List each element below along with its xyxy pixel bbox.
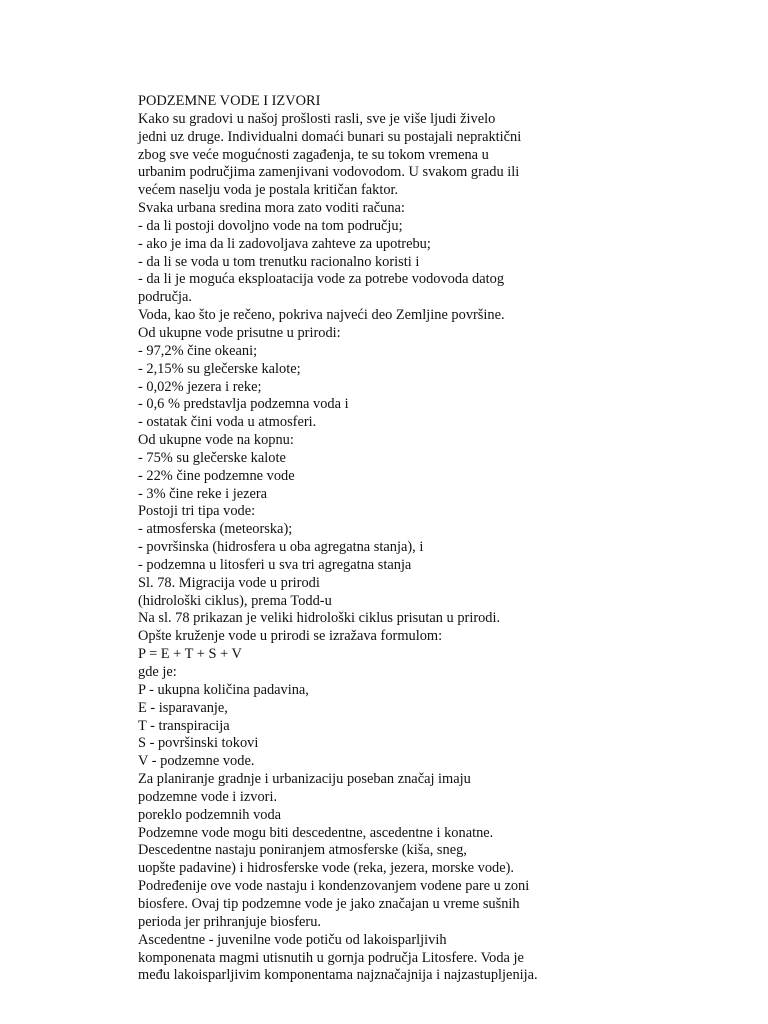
document-title: PODZEMNE VODE I IZVORI [138, 93, 321, 109]
text-line: Voda, kao što je rečeno, pokriva najveći deo Zemljine površine. [138, 307, 505, 324]
text-line: Na sl. 78 prikazan je veliki hidrološki ciklus prisutan u prirodi. [138, 610, 501, 627]
text-line: Svaka urbana sredina mora zato voditi računa: [138, 200, 405, 217]
text-line: podzemne vode i izvori. [138, 788, 278, 805]
text-line: Podzemne vode mogu biti descedentne, ascedentne i konatne. [138, 824, 494, 841]
list-item: - 22% čine podzemne vode [138, 467, 295, 484]
list-item: - podzemna u litosferi u sva tri agregatna stanja [138, 556, 412, 573]
text-line: Za planiranje gradnje i urbanizaciju poseban značaj imaju [138, 771, 471, 788]
list-item: - atmosferska (meteorska); [138, 521, 293, 538]
text-line: Od ukupne vode prisutne u prirodi: [138, 324, 341, 341]
formula: P = E + T + S + V [138, 646, 242, 663]
text-line: gde je: [138, 664, 177, 680]
text-line: većem naselju voda je postala kritičan faktor. [138, 182, 399, 199]
text-line: perioda jer prihranjuje biosferu. [138, 913, 322, 930]
text-line: zbog sve veće mogućnosti zagađenja, te su tokom vremena u [138, 146, 489, 163]
section-heading: poreklo podzemnih voda [138, 806, 282, 823]
formula-term: S - površinski tokovi [138, 735, 259, 752]
list-item: - 2,15% su glečerske kalote; [138, 360, 301, 377]
text-line: urbanim područjima zamenjivani vodovodom. U svakom gradu ili [138, 164, 520, 181]
formula-term: T - transpiracija [138, 717, 230, 734]
list-item: - 75% su glečerske kalote [138, 449, 286, 466]
text-line: Opšte kruženje vode u prirodi se izražava formulom: [138, 628, 443, 645]
formula-term: P - ukupna količina padavina, [138, 681, 309, 698]
text-line: komponenata magmi utisnutih u gornja područja Litosfere. Voda je [138, 949, 524, 966]
text-line: Postoji tri tipa vode: [138, 503, 256, 520]
text-line: uopšte padavine) i hidrosferske vode (reka, jezera, morske vode). [138, 860, 515, 877]
list-item: - 3% čine reke i jezera [138, 485, 268, 502]
list-item: - da li postoji dovoljno vode na tom području; [138, 217, 403, 234]
list-item: - ako je ima da li zadovoljava zahteve za upotrebu; [138, 235, 431, 252]
list-item: - 0,02% jezera i reke; [138, 378, 262, 395]
formula-term: V - podzemne vode. [138, 753, 255, 770]
figure-caption: (hidrološki ciklus), prema Todd-u [138, 592, 332, 609]
list-item: - 0,6 % predstavlja podzemna voda i [138, 396, 349, 413]
text-line: jedni uz druge. Individualni domaći bunari su postajali nepraktični [138, 128, 522, 145]
list-item: - površinska (hidrosfera u oba agregatna stanja), i [138, 539, 424, 556]
text-line: Kako su gradovi u našoj prošlosti rasli, sve je više ljudi živelo [138, 110, 496, 127]
text-line: Podređenije ove vode nastaju i kondenzovanjem vodene pare u zoni [138, 878, 530, 895]
document-page [138, 93, 738, 985]
list-item: - 97,2% čine okeani; [138, 342, 258, 359]
figure-caption: Sl. 78. Migracija vode u prirodi [138, 574, 320, 591]
text-line: među lakoisparljivim komponentama najznačajnija i najzastupljenija. [138, 967, 538, 984]
list-item: - da li se voda u tom trenutku racionalno koristi i [138, 253, 420, 270]
text-line: biosfere. Ovaj tip podzemne vode je jako značajan u vreme sušnih [138, 895, 520, 912]
formula-term: E - isparavanje, [138, 699, 228, 716]
text-line: područja. [138, 289, 192, 306]
text-line: Descedentne nastaju poniranjem atmosferske (kiša, sneg, [138, 842, 467, 859]
list-item: - ostatak čini voda u atmosferi. [138, 414, 317, 431]
text-line: Od ukupne vode na kopnu: [138, 432, 294, 449]
text-line: Ascedentne - juvenilne vode potiču od lakoisparljivih [138, 931, 447, 948]
list-item: - da li je moguća eksploatacija vode za potrebe vodovoda datog [138, 271, 505, 288]
